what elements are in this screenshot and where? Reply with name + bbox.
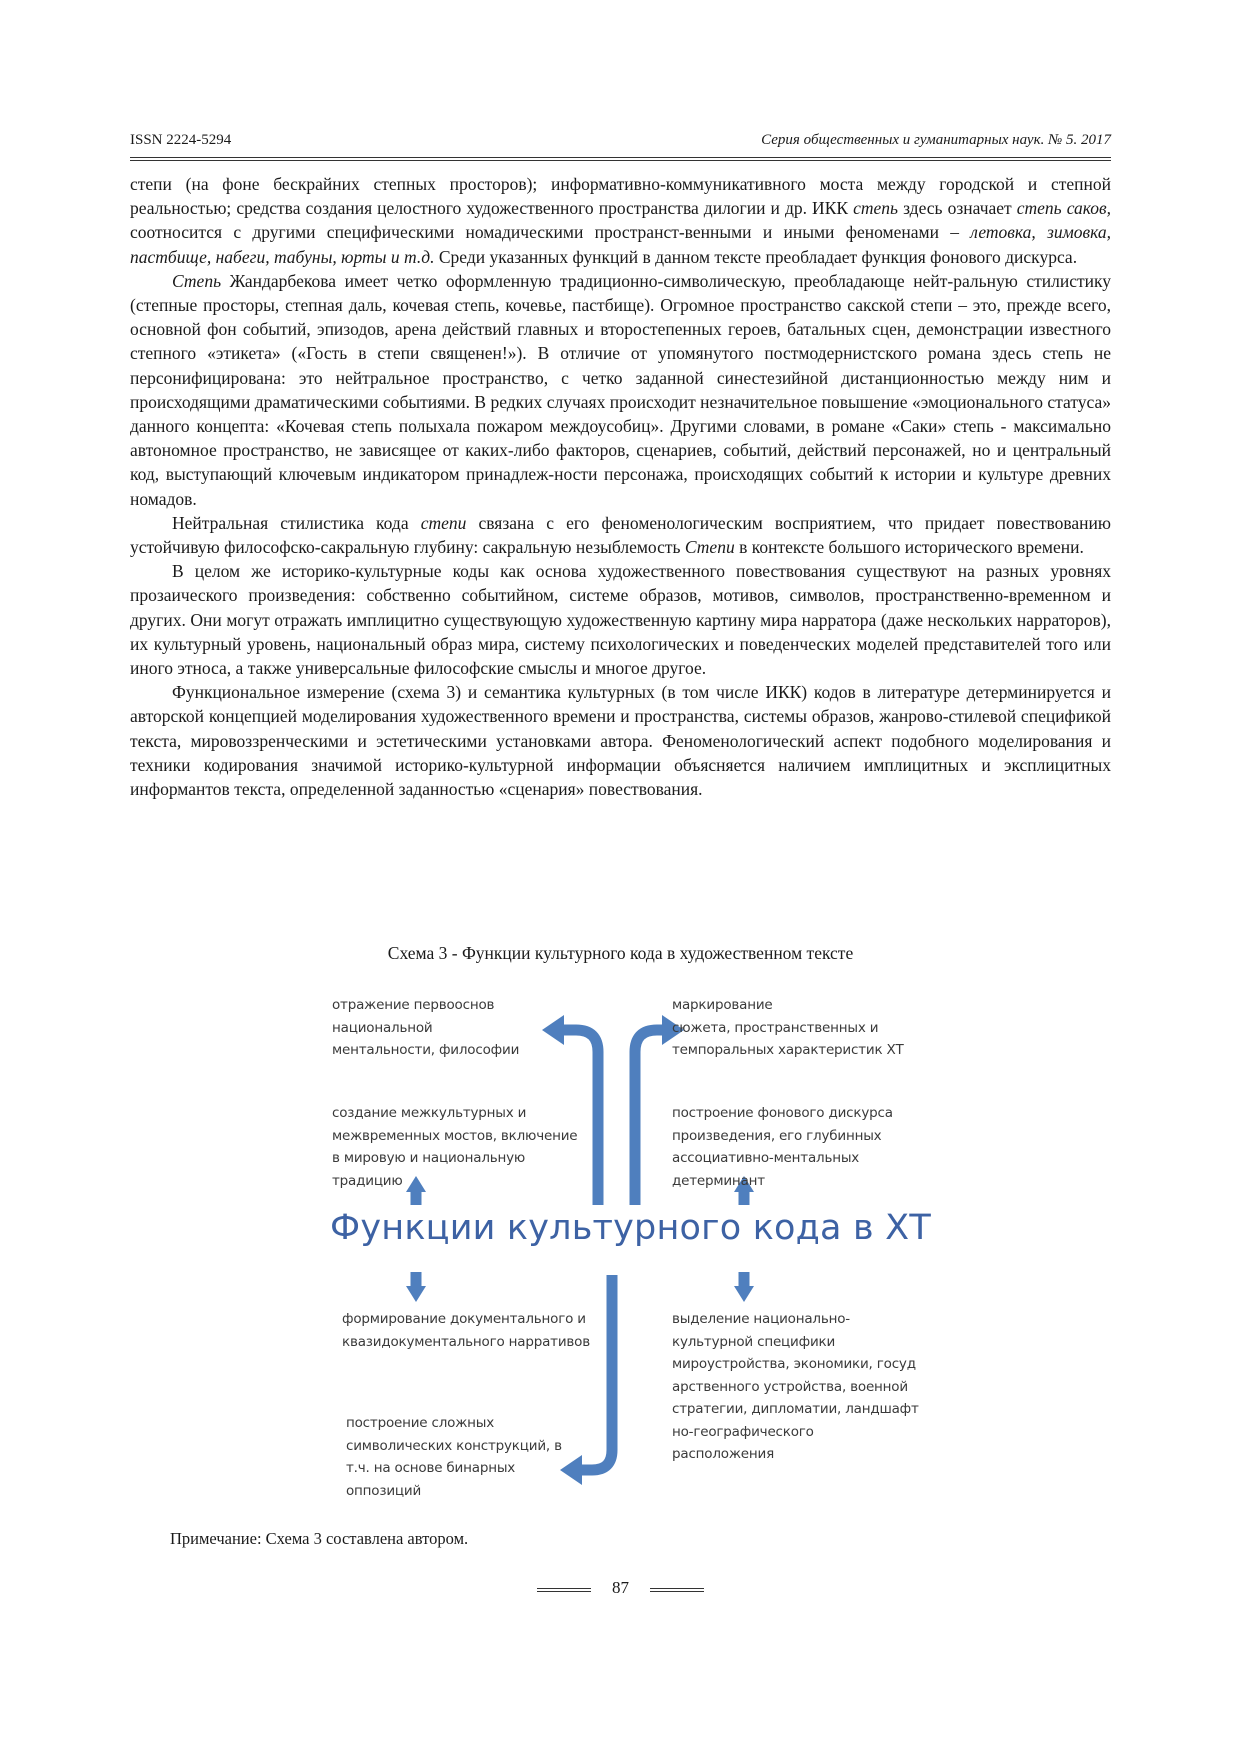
page-number-rule-right [650,1588,704,1592]
header-rule [130,157,1111,161]
paragraph: В целом же историко-культурные коды как основа художественного повествования существуют на разных уровнях прозаического произведения: собственно событийном, системе образов, мотивов, символов, пространственно-временном и других. Они могут отражать имплицитно существующую художественную картину мира нарратора (даже нескольких нарраторов), их культурный уровень, национальный образ мира, систему психологических и поведенческих моделей представителей того или иного этноса, а также универсальные философские смыслы и многое другое. [130,561,1111,679]
page-number: 87 [612,1578,629,1597]
label-top-right: маркирование сюжета, пространственных и темпоральных характеристик ХТ [672,997,904,1058]
arrow-down-curved [578,1275,612,1470]
diagram-center-title: Функции культурного кода в ХТ [330,1208,931,1248]
journal-series: Серия общественных и гуманитарных наук. № 5. 2017 [761,132,1111,148]
paragraph: степи (на фоне бескрайних степных просторов); информативно-коммуникативного моста между городской и степной реальностью; средства создания целостного художественного пространства дилогии и др. ИКК степь здесь означает степь саков, соотносится с другими специфическими номадическими пространст-венными и иными феноменами – летовка, зимовка, пастбище, набеги, табуны, юрты и т.д. Среди указанных функций в данном тексте преобладает функция фонового дискурса. [130,174,1112,267]
label-low-left: формирование документального и квазидокументального нарративов [342,1311,590,1350]
label-mid-right: построение фонового дискурса произведения, его глубинных ассоциативно-ментальных детерминант [672,1105,893,1189]
label-low-right: выделение национально- культурной специфики мироустройства, экономики, госуд арственного устройства, военной стратегии, дипломатии, ландшафт но-географического расположения [672,1311,919,1462]
issn: ISSN 2224-5294 [130,132,232,148]
arrowhead [406,1286,426,1302]
figure-note: Примечание: Схема 3 составлена автором. [170,1529,469,1548]
label-top-left: отражение первооснов национальной ментальности, философии [332,997,520,1058]
arrowhead [560,1455,582,1485]
paragraph: Нейтральная стилистика кода степи связана с его феноменологическим восприятием, что придает повествованию устойчивую философско-сакральную глубину: сакральную незыблемость Степи в контексте большого исторического времени. [130,512,1111,558]
diagram [320,990,940,1510]
figure-caption: Схема 3 - Функции культурного кода в художественном тексте [387,943,854,963]
running-header [130,132,1111,154]
body-text [130,172,1111,801]
paragraph: Степь Жандарбекова имеет четко оформленную традиционно-символическую, преобладающе нейт-ральную стилистику (степные просторы, степная даль, кочевая степь, кочевье, пастбище). Огромное пространство сакской степи – это, прежде всего, основной фон событий, эпизодов, арена действий главных и второстепенных героев, батальных сцен, демонстрации известного степного «этикета» («Гость в степи священен!»). В отличие от упомянутого постмодернистского романа здесь степь не персонифицирована: это нейтральное пространство, с четко заданной синестезийной дистанционностью между ним и происходящими драматическими событиями. В редких случаях происходит незначительное повышение «эмоционального статуса» данного концепта: «Кочевая степь полыхала пожаром междоусобиц». Другими словами, в романе «Саки» степь - максимально автономное пространство, не зависящее от каких-либо факторов, сценариев, событий, действий персонажей, но и центральный код, выступающий ключевым индикатором принадлеж-ности персонажа, происходящих событий к истории и культуре древних номадов. [130,270,1111,509]
arrowhead [734,1286,754,1302]
label-mid-left: создание межкультурных и межвременных мостов, включение в мировую и национальную традицию [332,1105,578,1189]
paragraph: Функциональное измерение (схема 3) и семантика культурных (в том числе ИКК) кодов в литературе детерминируется и авторской концепцией моделирования художественного времени и пространства, системы образов, жанрово-стилевой спецификой текста, мировоззренческими и эстетическими установками автора. Феноменологический аспект подобного моделирования и техники кодирования значимой историко-культурной информации объясняется наличием имплицитных и эксплицитных информантов текста, определенной заданностью «сценария» повествования. [130,682,1111,800]
label-bottom-left: построение сложных символических конструкций, в т.ч. на основе бинарных оппозиций [346,1415,562,1499]
arrow-up-right-curved [635,1030,666,1205]
arrowhead [542,1015,564,1045]
